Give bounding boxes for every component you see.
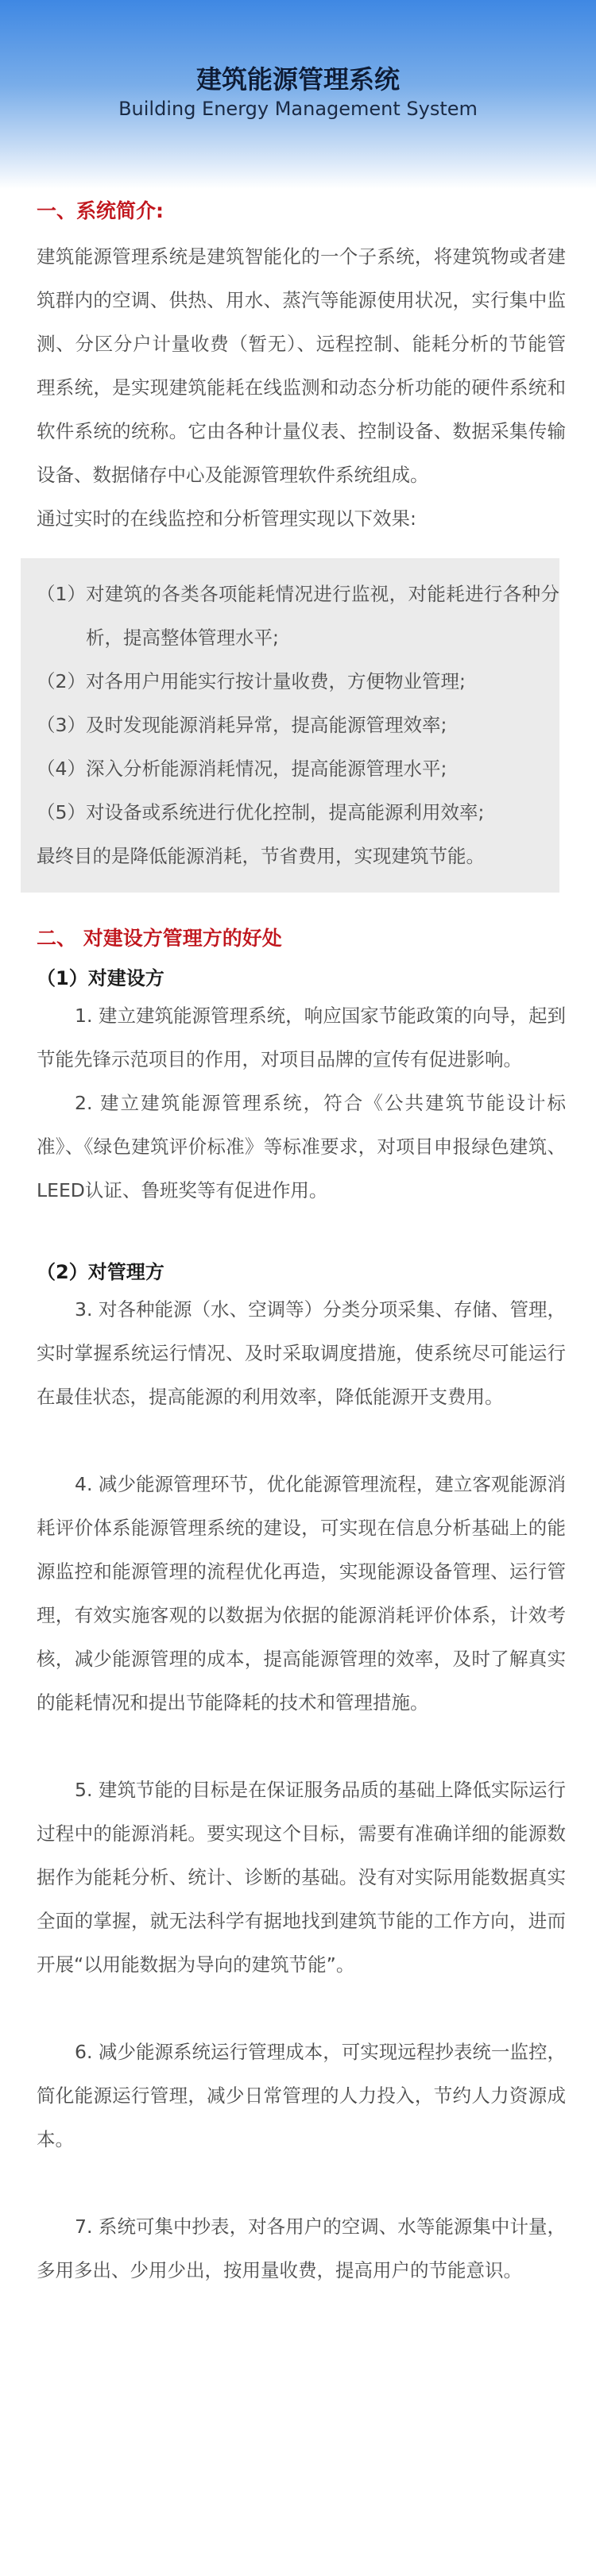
page-title: 建筑能源管理系统: [195, 64, 400, 94]
effect-text: 及时发现能源消耗异常，提高能源管理效率;: [85, 714, 447, 736]
intro-heading: 一、系统简介:: [37, 199, 164, 222]
benefit-item: 7. 系统可集中抄表，对各用户的空调、水等能源集中计量，多用多出、少用少出，按用量收费，提高用户的节能意识。: [37, 2215, 566, 2281]
effect-number: （5）: [37, 801, 86, 823]
effect-text: 对建筑的各类各项能耗情况进行监视，对能耗进行各种分析，提高整体管理水平;: [85, 583, 559, 649]
effect-text: 对各用户用能实行按计量收费，方便物业管理;: [85, 670, 466, 692]
benefit-item: 1. 建立建筑能源管理系统，响应国家节能政策的向导，起到节能先锋示范项目的作用，对项目品牌的宣传有促进影响。: [37, 1005, 566, 1070]
intro-paragraph: 建筑能源管理系统是建筑智能化的一个子系统，将建筑物或者建筑群内的空调、供热、用水、蒸汽等能源使用状况，实行集中监测、分区分户计量收费（暂无）、远程控制、能耗分析的节能管理系统，是实现建筑能耗在线监测和动态分析功能的硬件系统和软件系统的统称。它由各种计量仪表、控制设备、数据采集传输设备、数据储存中心及能源管理软件系统组成。: [37, 245, 566, 486]
benefit-item: 5. 建筑节能的目标是在保证服务品质的基础上降低实际运行过程中的能源消耗。要实现这个目标，需要有准确详细的能源数据作为能耗分析、统计、诊断的基础。没有对实际用能数据真实全面的掌握，就无法科学有据地找到建筑节能的工作方向，进而开展“以用能数据为导向的建筑节能”。: [37, 1779, 566, 1976]
header-banner: [0, 0, 596, 189]
benefits-heading: 二、 对建设方管理方的好处: [37, 927, 282, 950]
manager-heading: （2）对管理方: [37, 1261, 164, 1283]
effects-conclusion: 最终目的是降低能源消耗，节省费用，实现建筑节能。: [37, 845, 485, 867]
effect-item: [37, 660, 559, 704]
builder-heading: （1）对建设方: [37, 967, 164, 989]
intro-section: [37, 195, 566, 893]
benefit-item: 2. 建立建筑能源管理系统，符合《公共建筑节能设计标准》、《绿色建筑评价标准》等标准要求，对项目申报绿色建筑、LEED认证、鲁班奖等有促进作用。: [37, 1092, 566, 1201]
effect-number: （3）: [37, 714, 86, 736]
benefits-section: [37, 923, 566, 2293]
effect-number: （2）: [37, 670, 86, 692]
benefit-item: 6. 减少能源系统运行管理成本，可实现远程抄表统一监控，简化能源运行管理，减少日常管理的人力投入，节约人力资源成本。: [37, 2041, 566, 2150]
effect-number: （4）: [37, 758, 86, 780]
effect-item: [37, 573, 559, 660]
benefit-item: 4. 减少能源管理环节，优化能源管理流程，建立客观能源消耗评价体系能源管理系统的建设，可实现在信息分析基础上的能源监控和能源管理的流程优化再造，实现能源设备管理、运行管理，有效实施客观的以数据为依据的能源消耗评价体系，计效考核，减少能源管理的成本，提高能源管理的效率，及时了解真实的能耗情况和提出节能降耗的技术和管理措施。: [37, 1473, 566, 1714]
benefit-item: 3. 对各种能源（水、空调等）分类分项采集、存储、管理，实时掌握系统运行情况、及时采取调度措施，使系统尽可能运行在最佳状态，提高能源的利用效率，降低能源开支费用。: [37, 1298, 566, 1408]
effect-text: 对设备或系统进行优化控制，提高能源利用效率;: [85, 801, 485, 823]
effect-number: （1）: [37, 583, 86, 605]
effect-item: [37, 704, 559, 747]
page-subtitle: Building Energy Management System: [118, 98, 478, 120]
effects-box: [21, 558, 559, 893]
effect-item: [37, 791, 559, 835]
effect-text: 深入分析能源消耗情况，提高能源管理水平;: [85, 758, 447, 780]
article-body: [37, 195, 566, 2293]
effect-item: [37, 747, 559, 791]
intro-lead: 通过实时的在线监控和分析管理实现以下效果:: [37, 507, 416, 530]
